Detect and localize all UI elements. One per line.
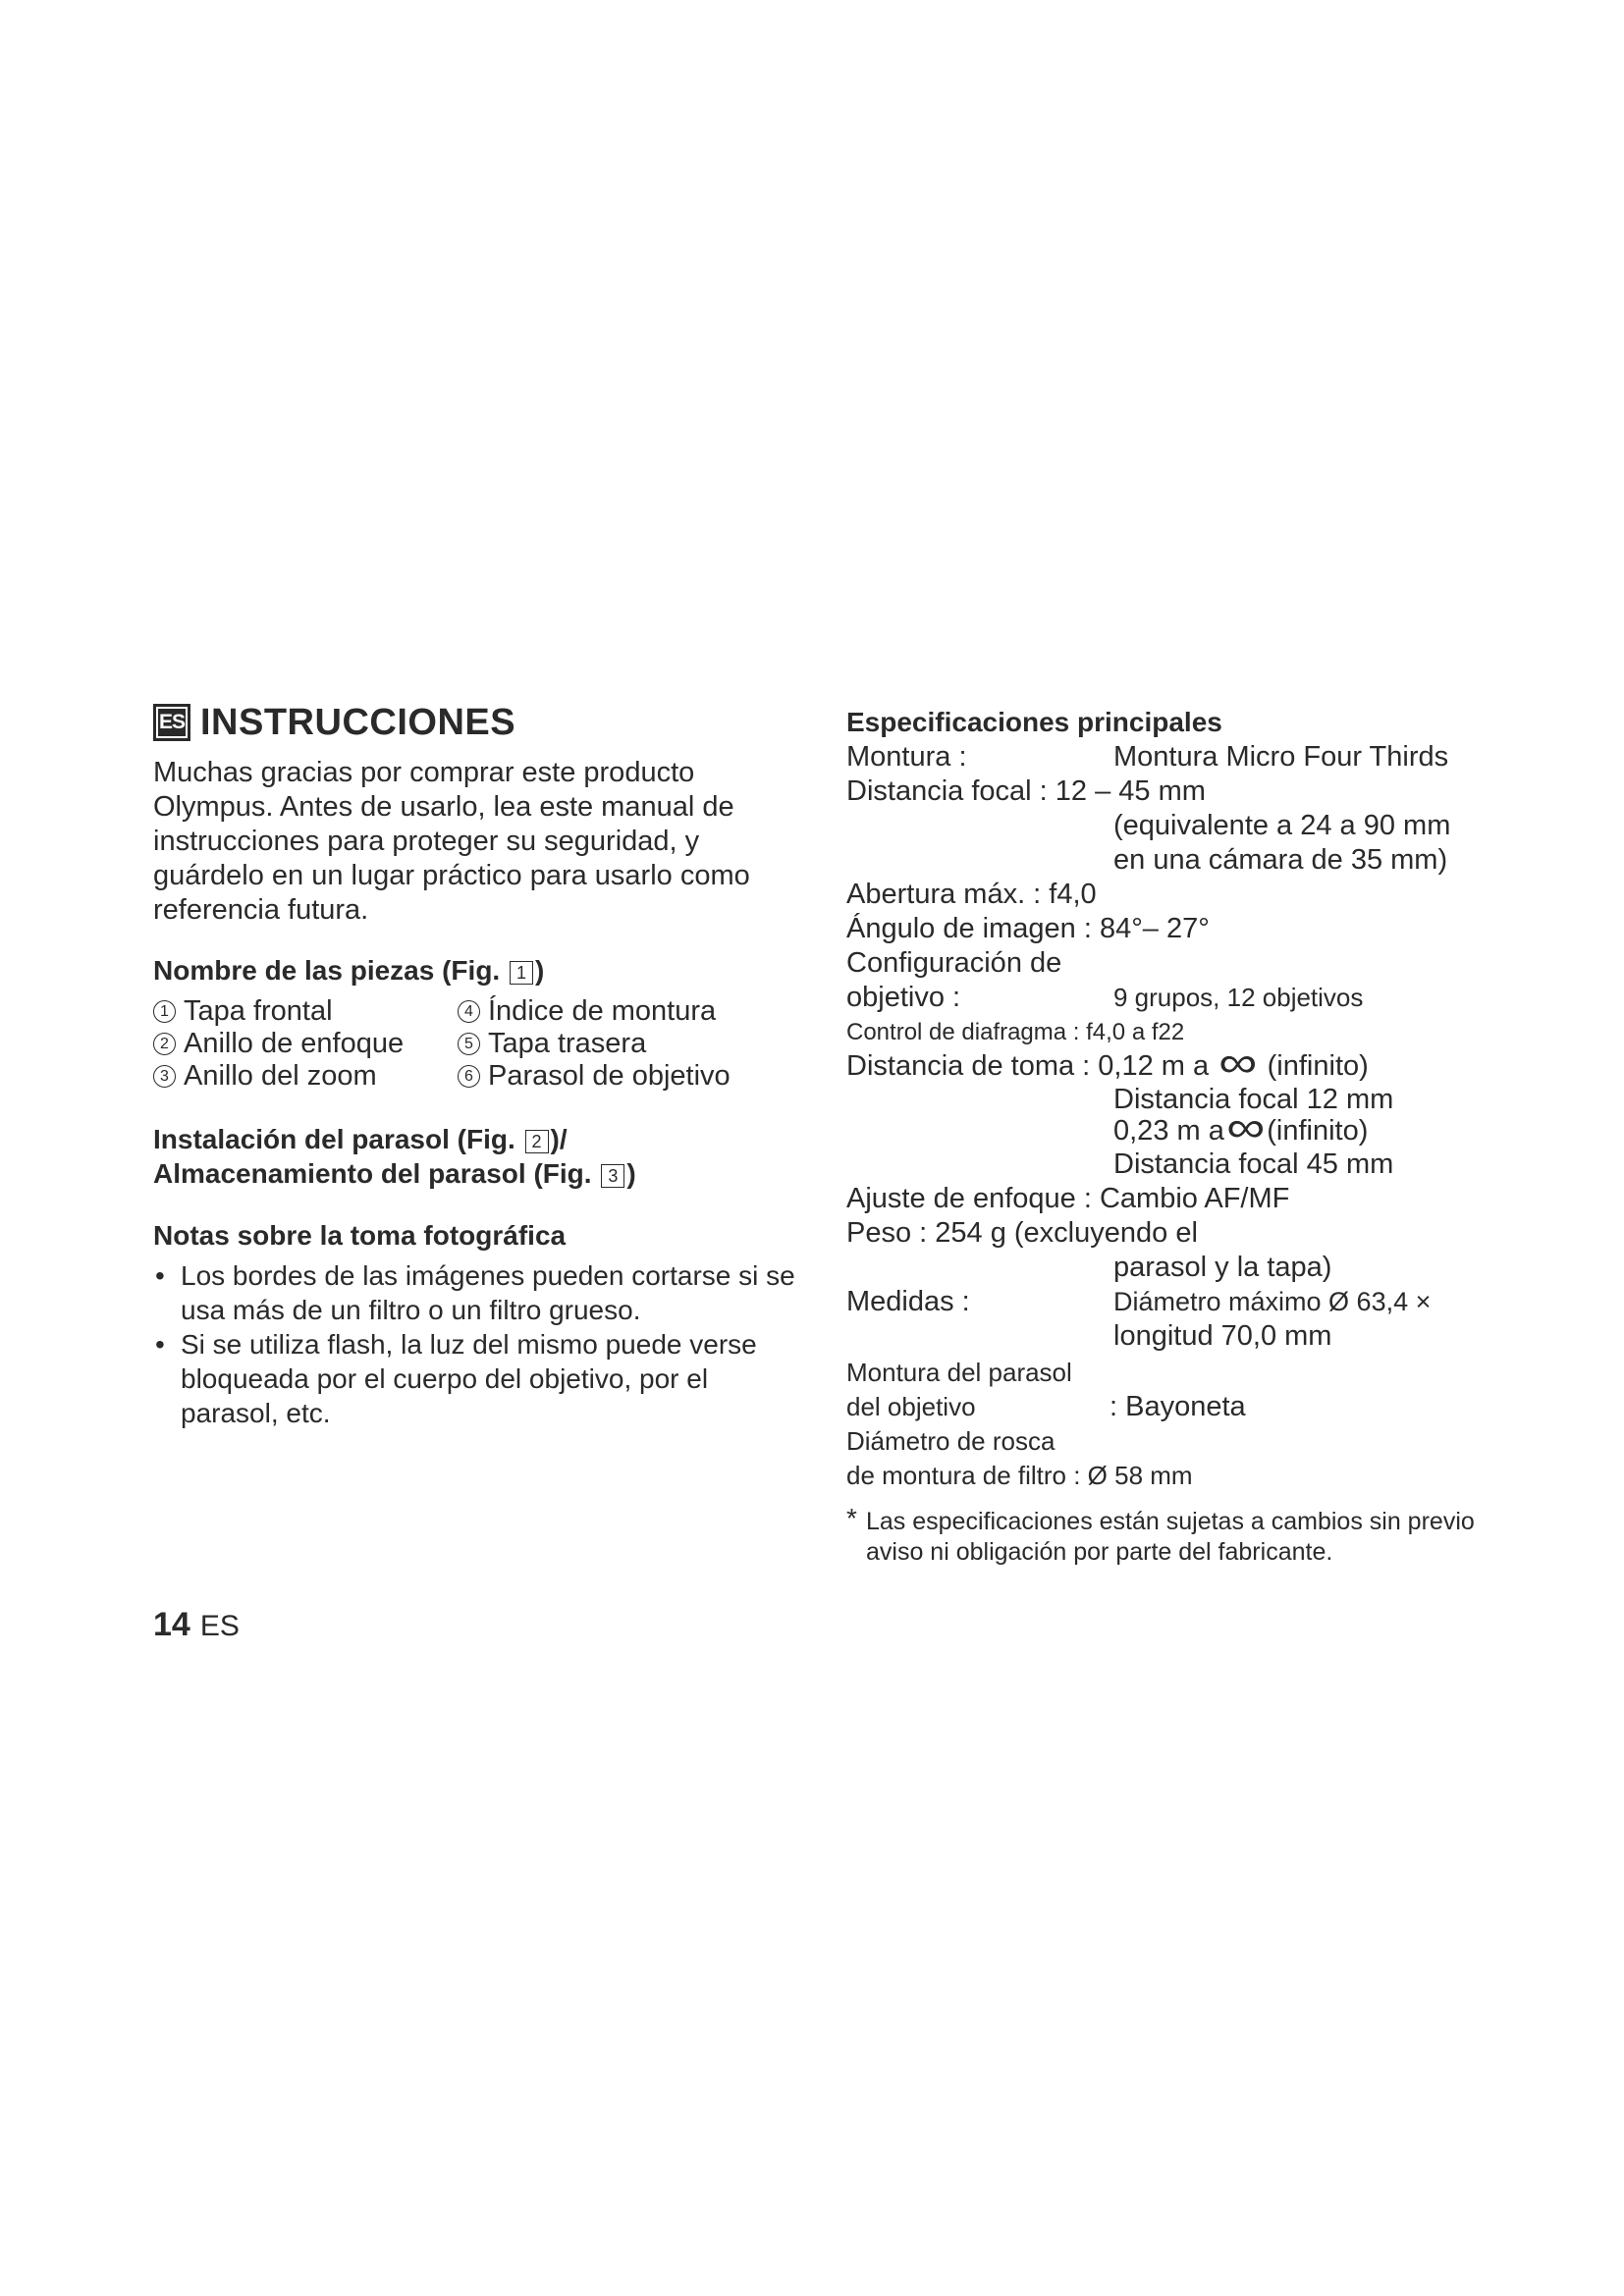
spec-row-hood-mount [846,1356,1524,1390]
title-row [153,699,801,746]
hood-install-end: )/ [550,1124,568,1154]
spec-value: (equivalente a 24 a 90 mm [1113,810,1451,841]
spec-row-hood-mount-cont [846,1390,1524,1424]
spec-row-distance-cont [846,1084,1524,1115]
bullet-icon: • [155,1260,165,1291]
spec-value: en una cámara de 35 mm) [1113,844,1448,876]
spec-label: Diámetro de rosca [846,1426,1056,1456]
spec-value [1113,1103,1369,1151]
part-item [458,995,782,1028]
spec-row-angle [846,912,1524,946]
bullet-icon: • [155,1329,165,1360]
number-circle-icon: 4 [458,1000,480,1023]
spec-value: 9 grupos, 12 objetivos [1113,983,1364,1012]
spec-row-focal-cont [846,843,1524,878]
list-item [153,1258,801,1327]
part-item [458,1028,782,1060]
parts-list [153,995,801,1093]
number-circle-icon: 1 [153,1000,176,1023]
spec-label: Distancia de toma : 0,12 m a [846,1050,1210,1082]
part-item [458,1060,782,1093]
spec-row-distance-cont [846,1103,1524,1151]
spec-value: parasol y la tapa) [1113,1252,1332,1283]
spec-label: objetivo : [846,982,961,1013]
spec-value: Distancia focal 12 mm [1113,1084,1394,1115]
figure-ref-box: 1 [510,961,533,985]
notes-list [153,1258,801,1430]
spec-row-config [846,946,1524,981]
left-column [153,699,801,1430]
specs-heading: Especificaciones principales [846,707,1222,737]
page-title: INSTRUCCIONES [200,701,516,743]
page-number [153,1606,240,1644]
spec-label: Medidas : [846,1286,970,1317]
part-label: Tapa trasera [488,1028,647,1059]
spec-value: (infinito) [1267,1050,1369,1082]
footnote-mark: * [846,1503,857,1533]
number-circle-icon: 6 [458,1065,480,1088]
spec-row-config-cont [846,981,1524,1015]
spec-label: Ajuste de enfoque : Cambio AF/MF [846,1183,1290,1214]
intro-paragraph: Muchas gracias por comprar este producto Olympus. Antes de usarlo, lea este manual de instrucciones para proteger su seguridad, y guárdelo en un lugar práctico para usarlo como referencia futura. [153,757,750,926]
part-label: Parasol de objetivo [488,1060,731,1092]
infinity-icon: ∞ [1225,1103,1266,1151]
spec-row-weight [846,1216,1524,1251]
parts-heading [153,953,801,988]
part-item [153,1028,458,1060]
specs-column [846,705,1524,1568]
spec-label: Peso : 254 g (excluyendo el [846,1217,1198,1249]
spec-label: Distancia focal : 12 – 45 mm [846,775,1206,807]
part-label: Anillo de enfoque [184,1028,405,1059]
hood-install-text: Instalación del parasol (Fig. [153,1124,515,1154]
spec-label: de montura de filtro : Ø 58 mm [846,1461,1193,1490]
hood-heading [153,1122,801,1191]
spec-value: longitud 70,0 mm [1113,1320,1332,1352]
figure-ref-box: 2 [525,1130,549,1153]
spec-row-thread-cont [846,1459,1524,1493]
spec-value: : Bayoneta [1110,1391,1246,1422]
spec-value-text: (infinito) [1267,1115,1369,1147]
spec-row-thread [846,1424,1524,1459]
page-language: ES [199,1610,240,1642]
part-item [153,1060,458,1093]
list-item [153,1327,801,1430]
spec-value: Distancia focal 45 mm [1113,1148,1394,1180]
spec-row-distance [846,1039,1524,1087]
infinity-icon: ∞ [1218,1039,1258,1087]
spec-row-dims-cont [846,1319,1524,1354]
language-badge-icon: ES [153,704,190,741]
spec-row-focal-cont [846,809,1524,843]
spec-label: Control de diafragma : f4,0 a f22 [846,1019,1185,1045]
page-number-value: 14 [153,1606,190,1643]
spec-row-mount [846,740,1524,774]
spec-row-focal [846,774,1524,809]
spec-value: Montura Micro Four Thirds [1113,741,1449,773]
spec-label: Ángulo de imagen : 84°– 27° [846,913,1210,944]
spec-row-aperture [846,878,1524,912]
note-text: Si se utiliza flash, la luz del mismo puede verse bloqueada por el cuerpo del objetivo, por el parasol, etc. [181,1329,757,1428]
number-circle-icon: 2 [153,1033,176,1055]
footnote [846,1503,1524,1568]
spec-row-dims [846,1285,1524,1319]
footnote-text: Las especificaciones están sujetas a cambios sin previo aviso ni obligación por parte del fabricante. [866,1508,1475,1566]
spec-label: Montura : [846,741,967,773]
part-label: Tapa frontal [184,995,333,1027]
spec-label: Abertura máx. : f4,0 [846,879,1097,910]
note-text: Los bordes de las imágenes pueden cortarse si se usa más de un filtro o un filtro grueso. [181,1260,795,1325]
spec-label: del objetivo [846,1392,976,1421]
part-item [153,995,458,1028]
number-circle-icon: 5 [458,1033,480,1055]
part-label: Índice de montura [488,995,717,1027]
spec-label: Configuración de [846,947,1062,979]
spec-label: Montura del parasol [846,1358,1072,1387]
figure-ref-box: 3 [601,1164,624,1188]
hood-storage-end: ) [626,1158,636,1189]
spec-row-diaphragm [846,1015,1524,1049]
part-label: Anillo del zoom [184,1060,377,1092]
notes-heading: Notas sobre la toma fotográfica [153,1220,567,1251]
hood-storage-text: Almacenamiento del parasol (Fig. [153,1158,592,1189]
parts-heading-end: ) [534,955,545,986]
spec-row-weight-cont [846,1251,1524,1285]
spec-row-distance-cont [846,1148,1524,1182]
spec-row-focus [846,1182,1524,1216]
spec-value-text: 0,23 m a [1113,1115,1224,1147]
number-circle-icon: 3 [153,1065,176,1088]
parts-heading-text: Nombre de las piezas (Fig. [153,955,501,986]
spec-value: Diámetro máximo Ø 63,4 × [1113,1287,1432,1316]
